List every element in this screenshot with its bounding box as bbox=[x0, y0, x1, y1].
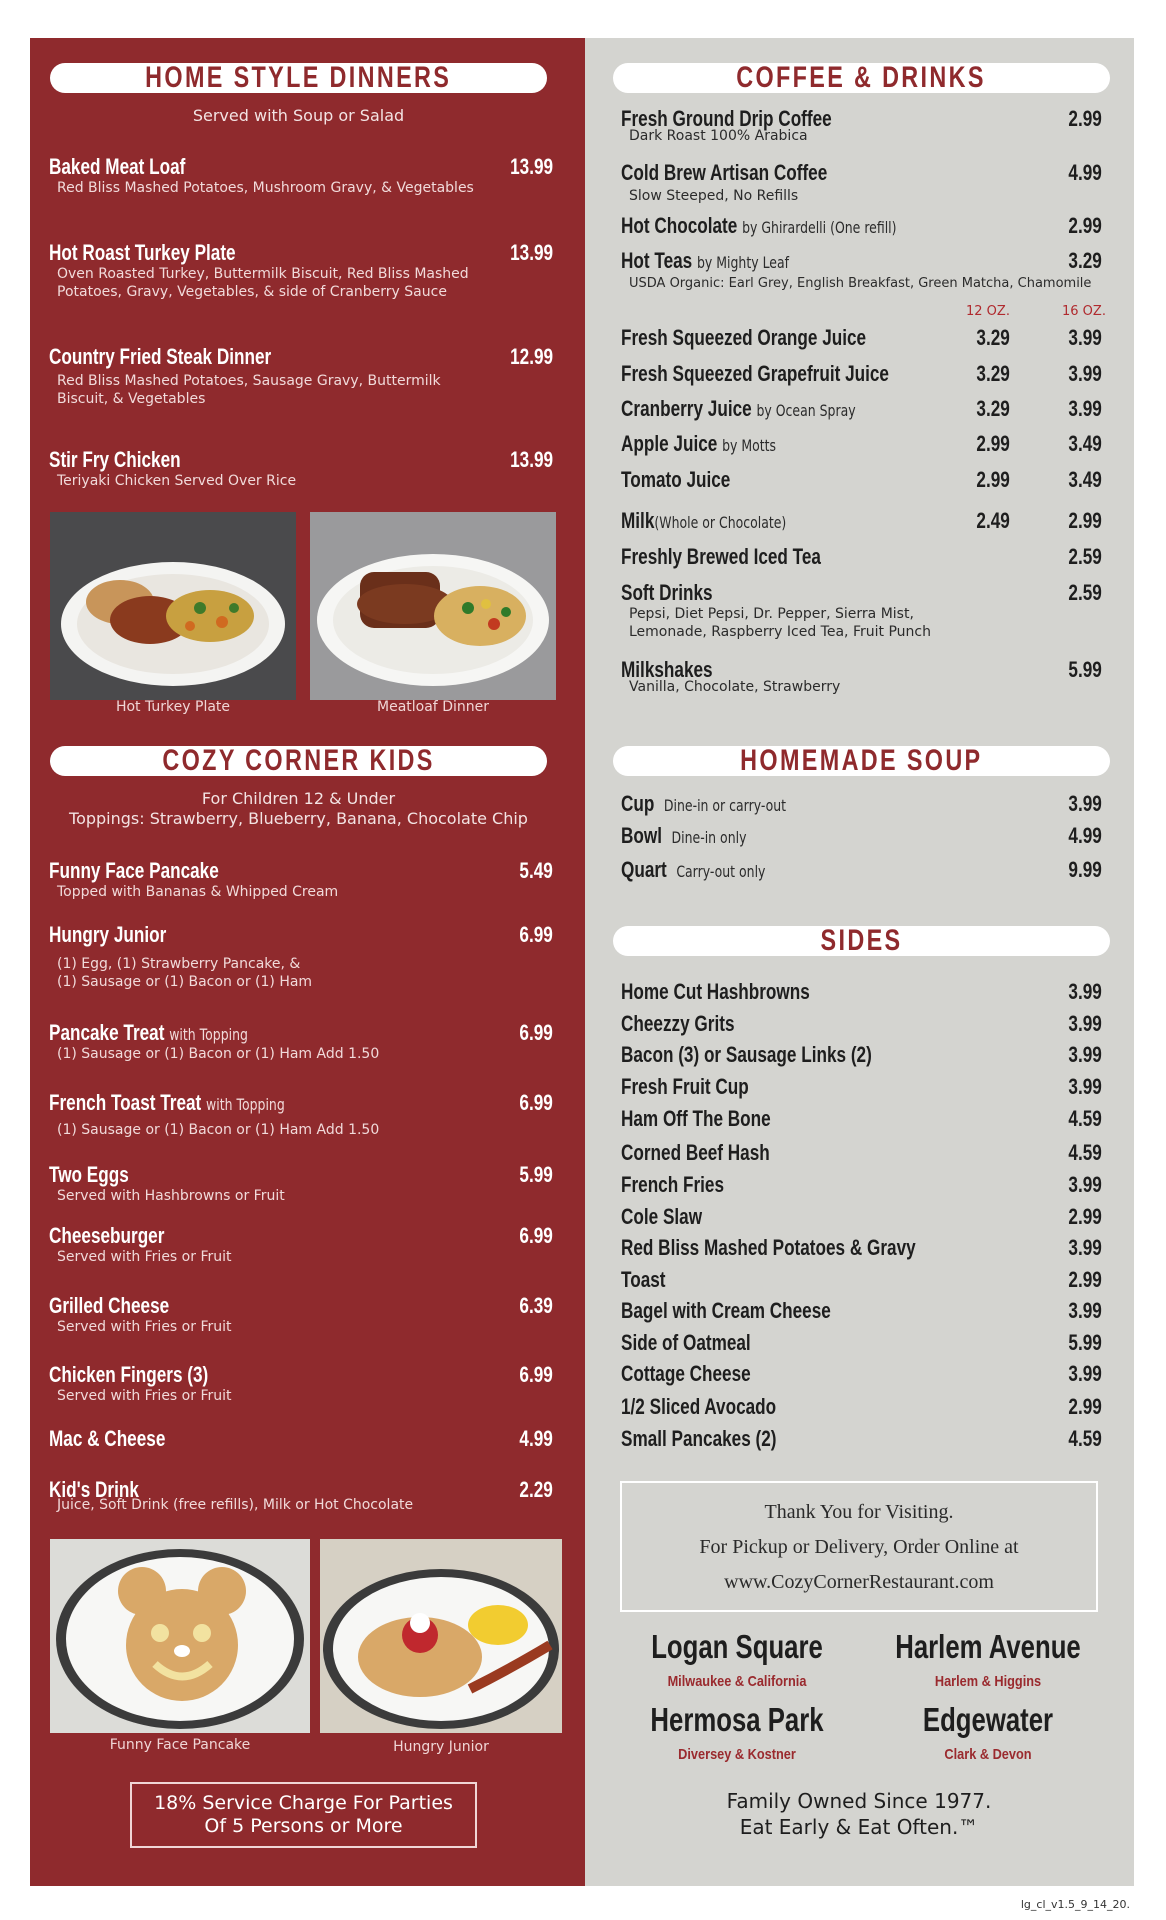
item-name: Red Bliss Mashed Potatoes & Gravy bbox=[621, 1235, 916, 1260]
menu-item bbox=[621, 1299, 1102, 1323]
item-name-text: Milk bbox=[621, 508, 655, 533]
version-code: lg_cl_v1.5_9_14_20. bbox=[1020, 1898, 1130, 1911]
item-name: Kid's Drink bbox=[49, 1477, 139, 1502]
location-name: Hermosa Park bbox=[650, 1701, 824, 1738]
item-name bbox=[49, 1021, 248, 1045]
location-edgewater bbox=[868, 1703, 1108, 1763]
menu-item bbox=[621, 1043, 1102, 1067]
thanks-line: For Pickup or Delivery, Order Online at bbox=[699, 1536, 1019, 1558]
photo-caption: Meatloaf Dinner bbox=[377, 699, 489, 715]
menu-item bbox=[49, 1163, 553, 1205]
menu-item bbox=[621, 161, 1102, 205]
menu-item bbox=[621, 581, 1102, 641]
item-desc: Red Bliss Mashed Potatoes, Mushroom Gravy, & Vegetables bbox=[57, 180, 474, 197]
menu-item bbox=[621, 432, 1102, 456]
item-desc: Served with Fries or Fruit bbox=[57, 1249, 232, 1266]
tagline-line: Eat Early & Eat Often.™ bbox=[739, 1815, 979, 1839]
item-name: Home Cut Hashbrowns bbox=[621, 979, 810, 1004]
item-desc: Red Bliss Mashed Potatoes, Sausage Gravy, Buttermilk bbox=[57, 373, 441, 390]
item-price: 2.99 bbox=[1068, 1267, 1102, 1292]
menu-item bbox=[621, 1107, 1102, 1131]
location-harlem-avenue bbox=[868, 1630, 1108, 1690]
item-extra: Carry-out only bbox=[676, 862, 766, 881]
item-name bbox=[621, 397, 856, 421]
drinks-title: COFFEE & DRINKS bbox=[736, 61, 987, 94]
item-name-text: French Toast Treat bbox=[49, 1090, 202, 1115]
item-name: Small Pancakes (2) bbox=[621, 1426, 777, 1451]
item-desc: Teriyaki Chicken Served Over Rice bbox=[57, 473, 297, 490]
item-price-16oz: 3.99 bbox=[1068, 361, 1102, 386]
photo-caption: Funny Face Pancake bbox=[109, 1737, 251, 1753]
menu-item bbox=[49, 923, 553, 991]
item-desc: (1) Sausage or (1) Bacon or (1) Ham Add 1.50 bbox=[57, 1046, 380, 1063]
menu-item bbox=[621, 509, 1102, 533]
item-desc: Slow Steeped, No Refills bbox=[629, 188, 799, 205]
menu-item bbox=[49, 241, 553, 301]
item-desc: Vanilla, Chocolate, Strawberry bbox=[629, 679, 841, 696]
menu-item bbox=[621, 658, 1102, 696]
menu-item bbox=[621, 1395, 1102, 1419]
item-price-12oz: 3.29 bbox=[976, 396, 1010, 421]
item-name: Stir Fry Chicken bbox=[49, 447, 181, 472]
menu-item bbox=[621, 1173, 1102, 1197]
notice-line: Of 5 Persons or More bbox=[204, 1815, 403, 1837]
menu-item bbox=[49, 155, 553, 197]
item-name: Soft Drinks bbox=[621, 580, 713, 605]
menu-item bbox=[621, 1012, 1102, 1036]
location-logan-square bbox=[617, 1630, 857, 1690]
item-desc: USDA Organic: Earl Grey, English Breakfast, Green Matcha, Chamomile bbox=[629, 276, 1092, 292]
item-name: Bagel with Cream Cheese bbox=[621, 1298, 831, 1323]
item-desc: Dark Roast 100% Arabica bbox=[629, 128, 808, 145]
item-price: 13.99 bbox=[510, 154, 553, 179]
item-name-text: Cranberry Juice bbox=[621, 396, 752, 421]
item-name: Milkshakes bbox=[621, 657, 713, 682]
hot-turkey-plate-photo bbox=[50, 512, 296, 700]
item-price: 5.99 bbox=[519, 1162, 553, 1187]
thank-you-box bbox=[620, 1481, 1098, 1612]
item-name-text: Hot Chocolate bbox=[621, 213, 738, 238]
item-name: Cheeseburger bbox=[49, 1223, 165, 1248]
item-price: 3.99 bbox=[1068, 1361, 1102, 1386]
website-link[interactable]: www.CozyCornerRestaurant.com bbox=[724, 1571, 994, 1593]
menu-item bbox=[621, 1075, 1102, 1099]
item-price-16oz: 3.49 bbox=[1068, 431, 1102, 456]
item-name bbox=[621, 249, 789, 273]
item-name bbox=[621, 432, 776, 456]
item-name: Baked Meat Loaf bbox=[49, 154, 186, 179]
item-price: 4.59 bbox=[1068, 1106, 1102, 1131]
item-desc: (1) Sausage or (1) Bacon or (1) Ham bbox=[57, 974, 313, 991]
menu-item bbox=[49, 859, 553, 901]
menu-item bbox=[49, 1478, 553, 1514]
location-name: Logan Square bbox=[651, 1628, 823, 1665]
item-desc: Oven Roasted Turkey, Buttermilk Biscuit, Red Bliss Mashed bbox=[57, 266, 469, 283]
item-price: 2.99 bbox=[1068, 1394, 1102, 1419]
tagline-line: Family Owned Since 1977. bbox=[726, 1789, 992, 1813]
menu-item bbox=[621, 362, 1102, 386]
item-price: 5.49 bbox=[519, 858, 553, 883]
item-name bbox=[621, 792, 786, 816]
menu-item bbox=[621, 468, 1102, 492]
item-name: French Fries bbox=[621, 1172, 724, 1197]
item-price-16oz: 3.49 bbox=[1068, 467, 1102, 492]
drinks-banner bbox=[613, 63, 1110, 93]
item-price-12oz: 2.99 bbox=[976, 467, 1010, 492]
item-name-text: Cup bbox=[621, 791, 655, 816]
item-name: Bacon (3) or Sausage Links (2) bbox=[621, 1042, 872, 1067]
menu-item bbox=[621, 397, 1102, 421]
item-price: 2.99 bbox=[1068, 1204, 1102, 1229]
item-desc: Served with Fries or Fruit bbox=[57, 1319, 232, 1336]
item-price: 2.59 bbox=[1068, 580, 1102, 605]
item-name-text: Pancake Treat bbox=[49, 1020, 165, 1045]
item-price: 2.59 bbox=[1068, 544, 1102, 569]
item-name: Tomato Juice bbox=[621, 467, 731, 492]
item-price: 3.99 bbox=[1068, 791, 1102, 816]
item-desc: Served with Fries or Fruit bbox=[57, 1388, 232, 1405]
item-name: Hungry Junior bbox=[49, 922, 167, 947]
item-extra: Dine-in only bbox=[671, 828, 747, 847]
menu-item bbox=[621, 1268, 1102, 1292]
item-name: Funny Face Pancake bbox=[49, 858, 219, 883]
sides-banner bbox=[613, 926, 1110, 956]
item-price: 4.99 bbox=[519, 1426, 553, 1451]
item-name: Fresh Ground Drip Coffee bbox=[621, 106, 832, 131]
item-price: 3.99 bbox=[1068, 1011, 1102, 1036]
item-price: 2.99 bbox=[1068, 106, 1102, 131]
location-hermosa-park bbox=[617, 1703, 857, 1763]
menu-item bbox=[49, 448, 553, 490]
menu-item bbox=[49, 1294, 553, 1336]
item-price: 2.29 bbox=[519, 1477, 553, 1502]
item-name: Two Eggs bbox=[49, 1162, 129, 1187]
item-name: Hot Roast Turkey Plate bbox=[49, 240, 236, 265]
item-name: Ham Off The Bone bbox=[621, 1106, 771, 1131]
menu-item bbox=[621, 1141, 1102, 1165]
item-price: 3.99 bbox=[1068, 979, 1102, 1004]
menu-item bbox=[621, 1205, 1102, 1229]
item-name-text: Hot Teas bbox=[621, 248, 693, 273]
item-price: 4.59 bbox=[1068, 1140, 1102, 1165]
menu-item bbox=[49, 345, 553, 408]
menu-item bbox=[621, 107, 1102, 145]
item-extra: by Ghirardelli (One refill) bbox=[742, 218, 897, 237]
item-name bbox=[621, 509, 786, 533]
item-name: Toast bbox=[621, 1267, 666, 1292]
item-name: Cold Brew Artisan Coffee bbox=[621, 160, 828, 185]
menu-item bbox=[621, 545, 1102, 569]
item-price: 5.99 bbox=[1068, 657, 1102, 682]
item-price: 3.99 bbox=[1068, 1235, 1102, 1260]
menu-item bbox=[621, 1236, 1102, 1260]
photo-caption: Hot Turkey Plate bbox=[115, 699, 231, 715]
item-price: 6.99 bbox=[519, 922, 553, 947]
location-cross-streets: Clark & Devon bbox=[944, 1746, 1032, 1763]
menu-item bbox=[49, 1363, 553, 1405]
item-price-12oz: 3.29 bbox=[976, 325, 1010, 350]
item-price: 2.99 bbox=[1068, 213, 1102, 238]
sides-title: SIDES bbox=[820, 924, 903, 957]
item-price: 4.99 bbox=[1068, 160, 1102, 185]
size-12oz-label: 12 OZ. bbox=[966, 304, 1010, 319]
item-price: 3.99 bbox=[1068, 1172, 1102, 1197]
item-name: Fresh Squeezed Grapefruit Juice bbox=[621, 361, 889, 386]
item-price: 13.99 bbox=[510, 447, 553, 472]
item-name: Fresh Fruit Cup bbox=[621, 1074, 749, 1099]
item-extra: by Motts bbox=[722, 436, 777, 455]
item-price-16oz: 2.99 bbox=[1068, 508, 1102, 533]
size-16oz-label: 16 OZ. bbox=[1062, 304, 1106, 319]
menu-item bbox=[621, 980, 1102, 1004]
location-name: Edgewater bbox=[922, 1701, 1054, 1738]
item-price: 6.39 bbox=[519, 1293, 553, 1318]
item-name: Cole Slaw bbox=[621, 1204, 703, 1229]
menu-item bbox=[621, 1331, 1102, 1355]
thanks-line: Thank You for Visiting. bbox=[764, 1501, 954, 1523]
menu-item bbox=[621, 792, 1102, 816]
item-name: Country Fried Steak Dinner bbox=[49, 344, 272, 369]
item-name-text: Bowl bbox=[621, 823, 662, 848]
item-name: 1/2 Sliced Avocado bbox=[621, 1394, 777, 1419]
item-extra: by Mighty Leaf bbox=[696, 253, 790, 272]
notice-line: 18% Service Charge For Parties bbox=[154, 1792, 453, 1814]
item-extra: (Whole or Chocolate) bbox=[654, 513, 787, 532]
item-name: Corned Beef Hash bbox=[621, 1140, 770, 1165]
item-price: 4.99 bbox=[1068, 823, 1102, 848]
item-desc: Biscuit, & Vegetables bbox=[57, 391, 206, 408]
item-name: Fresh Squeezed Orange Juice bbox=[621, 325, 867, 350]
dinners-banner bbox=[50, 63, 547, 93]
kids-subtitle: For Children 12 & Under bbox=[201, 789, 396, 808]
item-price: 9.99 bbox=[1068, 857, 1102, 882]
item-desc: Lemonade, Raspberry Iced Tea, Fruit Punch bbox=[629, 624, 931, 641]
soup-title: HOMEMADE SOUP bbox=[740, 744, 983, 777]
item-name bbox=[621, 824, 746, 848]
item-price-12oz: 2.99 bbox=[976, 431, 1010, 456]
funny-face-pancake-photo bbox=[50, 1539, 310, 1733]
menu-item bbox=[49, 1021, 553, 1063]
item-desc: (1) Sausage or (1) Bacon or (1) Ham Add 1.50 bbox=[57, 1122, 380, 1139]
photo-caption: Hungry Junior bbox=[393, 1739, 489, 1755]
menu-item bbox=[621, 249, 1102, 293]
item-extra: by Ocean Spray bbox=[756, 401, 856, 420]
item-price: 13.99 bbox=[510, 240, 553, 265]
meatloaf-dinner-photo bbox=[310, 512, 556, 700]
item-name bbox=[621, 858, 765, 882]
item-extra: Dine-in or carry-out bbox=[663, 796, 787, 815]
item-price-16oz: 3.99 bbox=[1068, 396, 1102, 421]
item-extra: with Topping bbox=[206, 1095, 285, 1114]
location-cross-streets: Harlem & Higgins bbox=[934, 1673, 1042, 1690]
item-price-12oz: 2.49 bbox=[976, 508, 1010, 533]
item-price: 3.29 bbox=[1068, 248, 1102, 273]
item-desc: Served with Hashbrowns or Fruit bbox=[57, 1188, 285, 1205]
item-name: Cottage Cheese bbox=[621, 1361, 751, 1386]
item-price-16oz: 3.99 bbox=[1068, 325, 1102, 350]
item-name: Grilled Cheese bbox=[49, 1293, 170, 1318]
item-price: 3.99 bbox=[1068, 1298, 1102, 1323]
item-price: 6.99 bbox=[519, 1090, 553, 1115]
menu-item bbox=[621, 824, 1102, 848]
location-name: Harlem Avenue bbox=[895, 1628, 1081, 1665]
item-name: Freshly Brewed Iced Tea bbox=[621, 544, 821, 569]
item-price: 6.99 bbox=[519, 1020, 553, 1045]
menu-item bbox=[49, 1224, 553, 1266]
menu-item bbox=[621, 1362, 1102, 1386]
menu-item bbox=[49, 1091, 553, 1139]
item-extra: with Topping bbox=[169, 1025, 248, 1044]
item-name: Side of Oatmeal bbox=[621, 1330, 751, 1355]
item-name bbox=[621, 214, 897, 238]
item-price: 5.99 bbox=[1068, 1330, 1102, 1355]
menu-item bbox=[49, 1427, 553, 1451]
item-price-12oz: 3.29 bbox=[976, 361, 1010, 386]
kids-banner bbox=[50, 746, 547, 776]
item-price: 12.99 bbox=[510, 344, 553, 369]
soup-banner bbox=[613, 746, 1110, 776]
menu-item bbox=[621, 858, 1102, 882]
item-desc: Potatoes, Gravy, Vegetables, & side of Cranberry Sauce bbox=[57, 284, 447, 301]
item-price: 6.99 bbox=[519, 1223, 553, 1248]
item-name bbox=[49, 1091, 285, 1115]
service-charge-notice bbox=[130, 1782, 477, 1848]
item-desc: Pepsi, Diet Pepsi, Dr. Pepper, Sierra Mist, bbox=[629, 606, 914, 623]
menu-item bbox=[621, 326, 1102, 350]
item-price: 3.99 bbox=[1068, 1074, 1102, 1099]
kids-title: COZY CORNER KIDS bbox=[162, 744, 435, 777]
menu-item bbox=[621, 1427, 1102, 1451]
dinners-subtitle: Served with Soup or Salad bbox=[192, 106, 405, 125]
item-name-text: Quart bbox=[621, 857, 667, 882]
item-desc: (1) Egg, (1) Strawberry Pancake, & bbox=[57, 956, 301, 973]
item-name: Mac & Cheese bbox=[49, 1426, 166, 1451]
item-name: Chicken Fingers (3) bbox=[49, 1362, 209, 1387]
item-name-text: Apple Juice bbox=[621, 431, 718, 456]
location-cross-streets: Milwaukee & California bbox=[667, 1673, 807, 1690]
tagline bbox=[620, 1788, 1098, 1840]
item-price: 6.99 bbox=[519, 1362, 553, 1387]
hungry-junior-photo bbox=[320, 1539, 562, 1733]
item-price: 4.59 bbox=[1068, 1426, 1102, 1451]
location-cross-streets: Diversey & Kostner bbox=[678, 1746, 796, 1763]
menu-item bbox=[621, 214, 1102, 238]
kids-toppings: Toppings: Strawberry, Blueberry, Banana, Chocolate Chip bbox=[69, 809, 528, 828]
item-price: 3.99 bbox=[1068, 1042, 1102, 1067]
item-name: Cheezzy Grits bbox=[621, 1011, 735, 1036]
item-desc: Juice, Soft Drink (free refills), Milk or Hot Chocolate bbox=[57, 1497, 414, 1514]
item-desc: Topped with Bananas & Whipped Cream bbox=[57, 884, 339, 901]
dinners-title: HOME STYLE DINNERS bbox=[145, 61, 452, 94]
